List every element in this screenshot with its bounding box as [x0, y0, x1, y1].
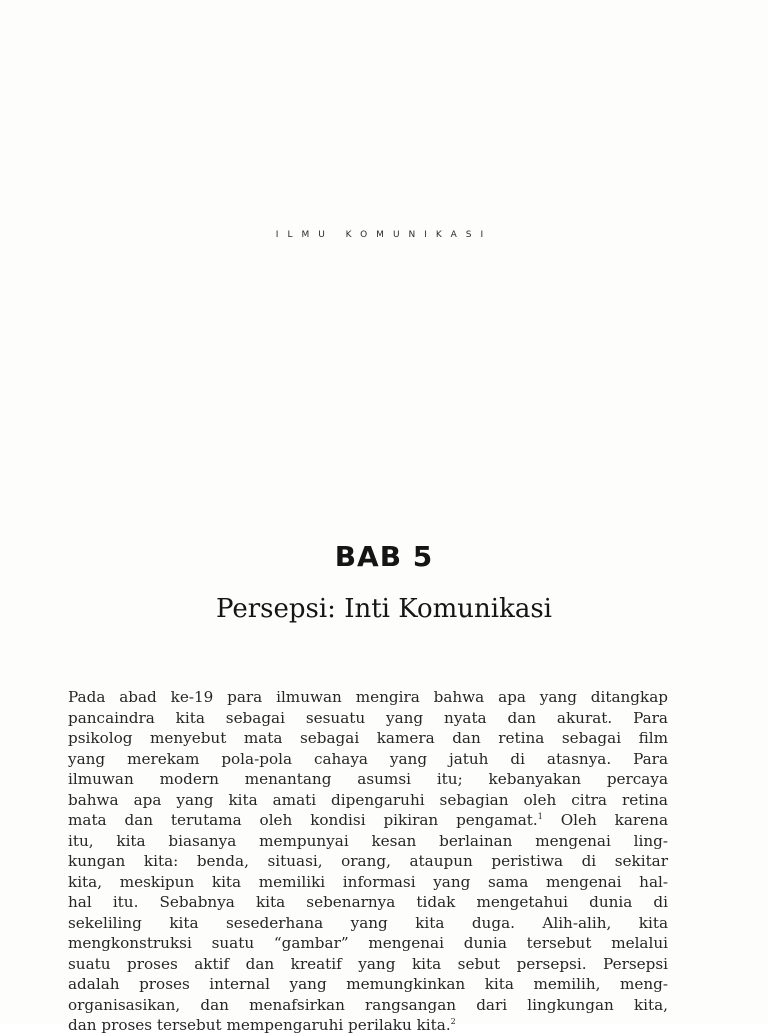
line-text: mata dan terutama oleh kondisi pikiran pengamat.: [68, 811, 538, 829]
chapter-title: Persepsi: Inti Komunikasi: [216, 594, 552, 624]
paragraph-line: hal itu. Sebabnya kita sebenarnya tidak mengetahui dunia di: [68, 893, 668, 911]
paragraph-line: yang merekam pola-pola cahaya yang jatuh di atasnya. Para: [68, 749, 668, 768]
paragraph-line: sekeliling kita sesederhana yang kita duga. Alih-alih, kita: [68, 913, 668, 932]
paragraph-line: bahwa apa yang kita amati dipengaruhi sebagian oleh citra retina: [68, 790, 668, 809]
body-paragraph: [68, 687, 668, 1036]
paragraph-line: itu, kita biasanya mempunyai kesan berlainan mengenai ling-: [68, 831, 668, 850]
footnote-marker: 2: [450, 1016, 456, 1026]
paragraph-line: mengkonstruksi suatu “gambar” mengenai dunia tersebut melalui: [68, 934, 668, 952]
paragraph-line: [68, 1015, 668, 1036]
paragraph-line: suatu proses aktif dan kreatif yang kita sebut persepsi. Persepsi: [68, 954, 668, 973]
paragraph-line: [68, 810, 668, 831]
chapter-number: BAB 5: [334, 540, 434, 573]
paragraph-line: psikolog menyebut mata sebagai kamera dan retina sebagai film: [68, 729, 668, 747]
paragraph-line: Pada abad ke-19 para ilmuwan mengira bahwa apa yang ditangkap: [68, 688, 668, 706]
paragraph-line: organisasikan, dan menafsirkan rangsangan dari lingkungan kita,: [68, 995, 668, 1014]
paragraph-line: pancaindra kita sebagai sesuatu yang nyata dan akurat. Para: [68, 708, 668, 727]
paragraph-line: kungan kita: benda, situasi, orang, ataupun peristiwa di sekitar: [68, 852, 668, 870]
footnote-marker: 1: [537, 811, 543, 821]
line-text: dan proses tersebut mempengaruhi perilaku kita.: [68, 1016, 451, 1034]
paragraph-line: ilmuwan modern menantang asumsi itu; kebanyakan percaya: [68, 770, 668, 788]
running-header: ILMU KOMUNIKASI: [275, 230, 493, 240]
paragraph-line: kita, meskipun kita memiliki informasi yang sama mengenai hal-: [68, 872, 668, 891]
paragraph-line: adalah proses internal yang memungkinkan kita memilih, meng-: [68, 975, 668, 993]
line-text: Oleh karena: [542, 811, 669, 829]
